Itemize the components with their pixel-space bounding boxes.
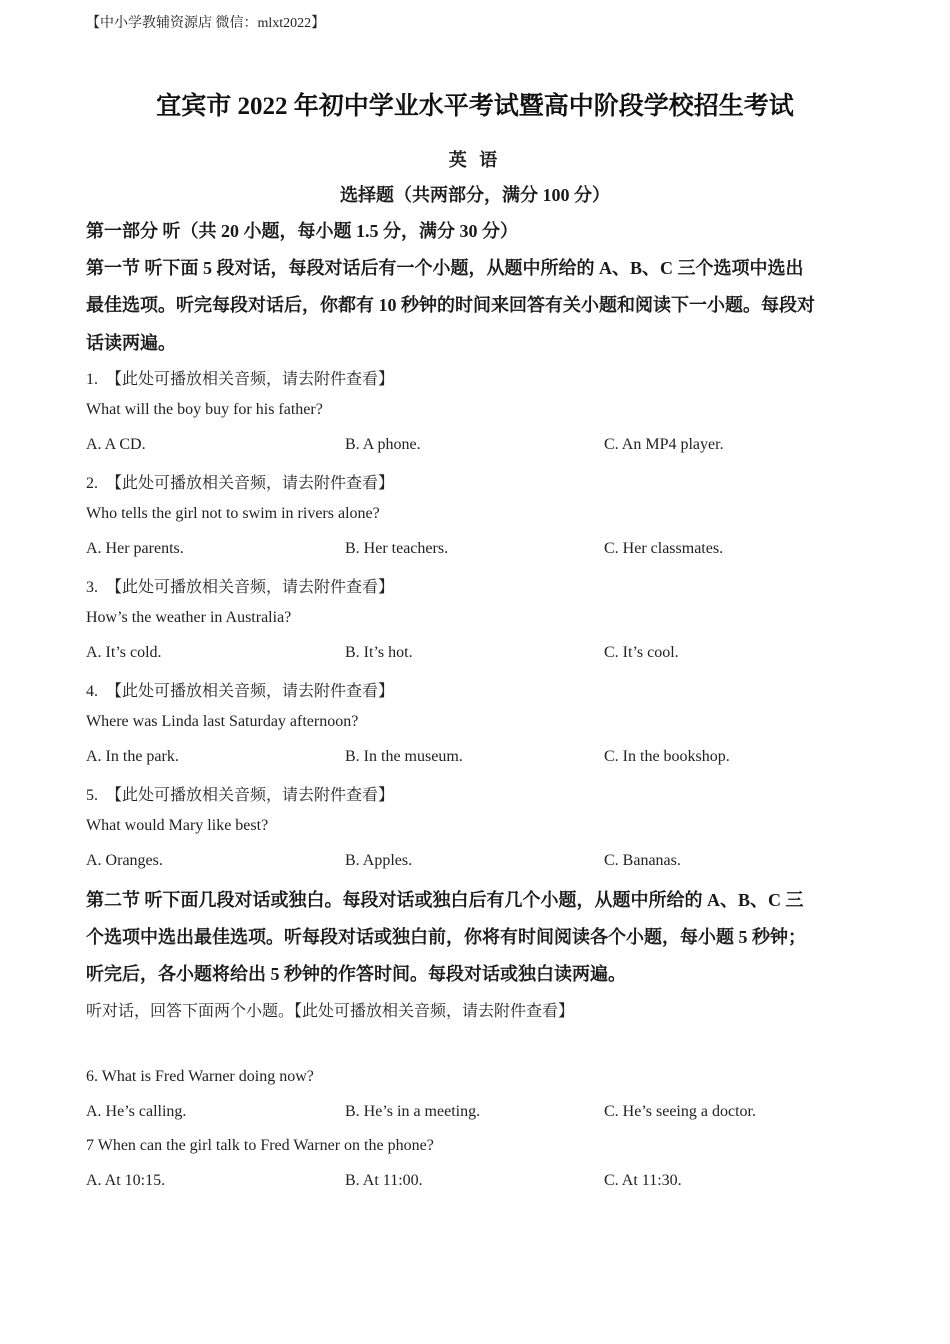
question-2-audio (86, 470, 394, 493)
question-1-option-c: C. An MP4 player. (604, 436, 724, 453)
audio-note: 【此处可播放相关音频，请去附件查看】 (106, 787, 395, 804)
question-3-option-b: B. It’s hot. (345, 644, 413, 661)
question-number: 3. (86, 579, 98, 596)
question-5-option-c: C. Bananas. (604, 852, 681, 869)
section-note: 选择题（共两部分，满分 100 分） (340, 185, 610, 205)
section-two-instruction-line: 个选项中选出最佳选项。听每段对话或独白前，你将有时间阅读各个小题，每小题 5 秒钟； (86, 927, 806, 947)
audio-note: 【此处可播放相关音频，请去附件查看】 (106, 371, 395, 388)
section-one-instruction-line: 最佳选项。听完每段对话后，你都有 10 秒钟的时间来回答有关小题和阅读下一小题。每段对 (86, 295, 815, 315)
section-two-instruction-line: 第二节 听下面几段对话或独白。每段对话或独白后有几个小题，从题中所给的 A、B、C 三 (86, 890, 804, 910)
question-2-option-b: B. Her teachers. (345, 540, 449, 557)
part-one-title: 第一部分 听（共 20 小题，每小题 1.5 分，满分 30 分） (86, 221, 518, 241)
question-5-text: What would Mary like best? (86, 817, 269, 834)
dialogue-note: 听对话，回答下面两个小题。【此处可播放相关音频，请去附件查看】 (86, 1003, 575, 1020)
header-note: 【中小学教辅资源店 微信：mlxt2022】 (86, 16, 326, 31)
audio-note: 【此处可播放相关音频，请去附件查看】 (106, 475, 395, 492)
question-number: 1. (86, 371, 98, 388)
question-number: 4. (86, 683, 98, 700)
question-4-option-c: C. In the bookshop. (604, 748, 730, 765)
page-title: 宜宾市 2022 年初中学业水平考试暨高中阶段学校招生考试 (156, 93, 794, 120)
subject-title: 英 语 (448, 150, 502, 170)
question-4-audio (86, 678, 394, 701)
question-6-option-a: A. He’s calling. (86, 1103, 187, 1120)
question-5-option-a: A. Oranges. (86, 852, 163, 869)
question-5-option-b: B. Apples. (345, 852, 413, 869)
question-4-option-b: B. In the museum. (345, 748, 463, 765)
question-5-audio (86, 782, 394, 805)
question-1-option-b: B. A phone. (345, 436, 421, 453)
question-7-text: 7 When can the girl talk to Fred Warner on the phone? (86, 1137, 434, 1154)
audio-note: 【此处可播放相关音频，请去附件查看】 (106, 683, 395, 700)
question-3-option-c: C. It’s cool. (604, 644, 679, 661)
question-2-text: Who tells the girl not to swim in rivers alone? (86, 505, 380, 522)
question-4-option-a: A. In the park. (86, 748, 179, 765)
question-1-option-a: A. A CD. (86, 436, 146, 453)
question-3-text: How’s the weather in Australia? (86, 609, 292, 626)
question-7-option-c: C. At 11:30. (604, 1172, 682, 1189)
question-4-text: Where was Linda last Saturday afternoon? (86, 713, 359, 730)
question-3-audio (86, 574, 394, 597)
question-1-audio (86, 366, 394, 389)
section-one-instruction-line: 第一节 听下面 5 段对话，每段对话后有一个小题，从题中所给的 A、B、C 三个选项中选出 (86, 258, 804, 278)
question-3-option-a: A. It’s cold. (86, 644, 162, 661)
question-number: 5. (86, 787, 98, 804)
question-1-text: What will the boy buy for his father? (86, 401, 323, 418)
question-6-option-c: C. He’s seeing a doctor. (604, 1103, 756, 1120)
audio-note: 【此处可播放相关音频，请去附件查看】 (106, 579, 395, 596)
question-7-option-b: B. At 11:00. (345, 1172, 423, 1189)
question-number: 2. (86, 475, 98, 492)
section-one-instruction-line: 话读两遍。 (86, 333, 176, 353)
section-two-instruction-line: 听完后，各小题将给出 5 秒钟的作答时间。每段对话或独白读两遍。 (86, 964, 626, 984)
question-2-option-c: C. Her classmates. (604, 540, 724, 557)
question-2-option-a: A. Her parents. (86, 540, 184, 557)
question-7-option-a: A. At 10:15. (86, 1172, 166, 1189)
question-6-option-b: B. He’s in a meeting. (345, 1103, 481, 1120)
question-6-text: 6. What is Fred Warner doing now? (86, 1068, 314, 1085)
